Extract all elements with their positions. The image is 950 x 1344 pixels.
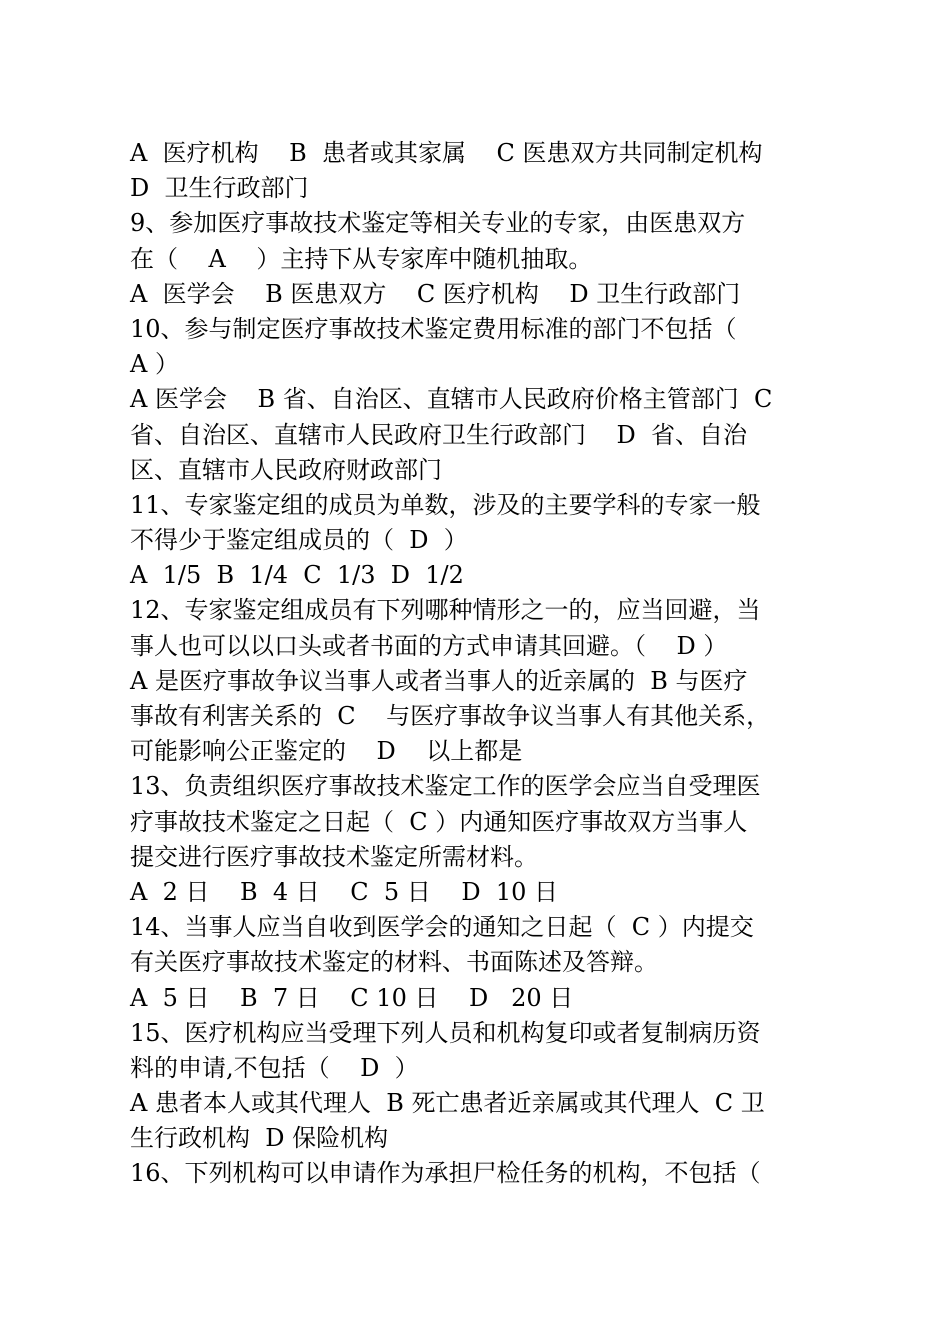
question-11-line: 11、专家鉴定组的成员为单数，涉及的主要学科的专家一般 [130,490,761,519]
options-line: A 患者本人或其代理人 B 死亡患者近亲属或其代理人 C 卫 [130,1089,765,1118]
options-line: A 2 日 B 4 日 C 5 日 D 10 日 [130,877,559,906]
question-12-line: 12、专家鉴定组成员有下列哪种情形之一的，应当回避，当 [130,596,761,625]
options-line: A 医学会 B 医患双方 C 医疗机构 D 卫生行政部门 [130,279,741,308]
question-10-line: 10、参与制定医疗事故技术鉴定费用标准的部门不包括（ [130,314,737,343]
text-line: 疗事故技术鉴定之日起（ C ）内通知医疗事故双方当事人 [130,807,748,836]
text-line: 区、直辖市人民政府财政部门 [130,455,442,484]
options-line: A 1/5 B 1/4 C 1/3 D 1/2 [130,561,464,590]
question-14-line: 14、当事人应当自收到医学会的通知之日起（ C ）内提交 [130,913,754,942]
question-13-line: 13、负责组织医疗事故技术鉴定工作的医学会应当自受理医 [130,772,761,801]
options-line: A 5 日 B 7 日 C 10 日 D 20 日 [130,983,574,1012]
text-line: 生行政机构 D 保险机构 [130,1124,389,1153]
text-line: A 医疗机构 B 患者或其家属 C 医患双方共同制定机构 [130,139,763,167]
text-line: A ） [130,350,179,379]
text-line: 可能影响公正鉴定的 D 以上都是 [130,737,523,766]
question-9-line: 9、参加医疗事故技术鉴定等相关专业的专家，由医患双方 [130,209,746,238]
question-15-line: 15、医疗机构应当受理下列人员和机构复印或者复制病历资 [130,1018,761,1047]
text-line: 提交进行医疗事故技术鉴定所需材料。 [130,842,538,871]
text-line: 不得少于鉴定组成员的（ D ） [130,526,468,555]
options-line: A 是医疗事故争议当事人或者当事人的近亲属的 B 与医疗 [130,666,748,695]
text-line: 在（ A ）主持下从专家库中随机抽取。 [130,244,593,273]
text-line: 料的申请,不包括（ D ） [130,1053,419,1082]
text-line: 事故有利害关系的 C 与医疗事故争议当事人有其他关系， [130,702,771,730]
text-line: 事人也可以以口头或者书面的方式申请其回避。（ D ） [130,631,728,660]
text-line: 省、自治区、直辖市人民政府卫生行政部门 D 省、自治 [130,420,748,449]
options-line: A 医学会 B 省、自治区、直辖市人民政府价格主管部门 C [130,385,773,414]
text-line: D 卫生行政部门 [130,174,309,203]
document-body [130,136,850,1192]
text-line: 有关医疗事故技术鉴定的材料、书面陈述及答辩。 [130,948,658,977]
question-16-line: 16、下列机构可以申请作为承担尸检任务的机构，不包括（ [130,1159,761,1188]
